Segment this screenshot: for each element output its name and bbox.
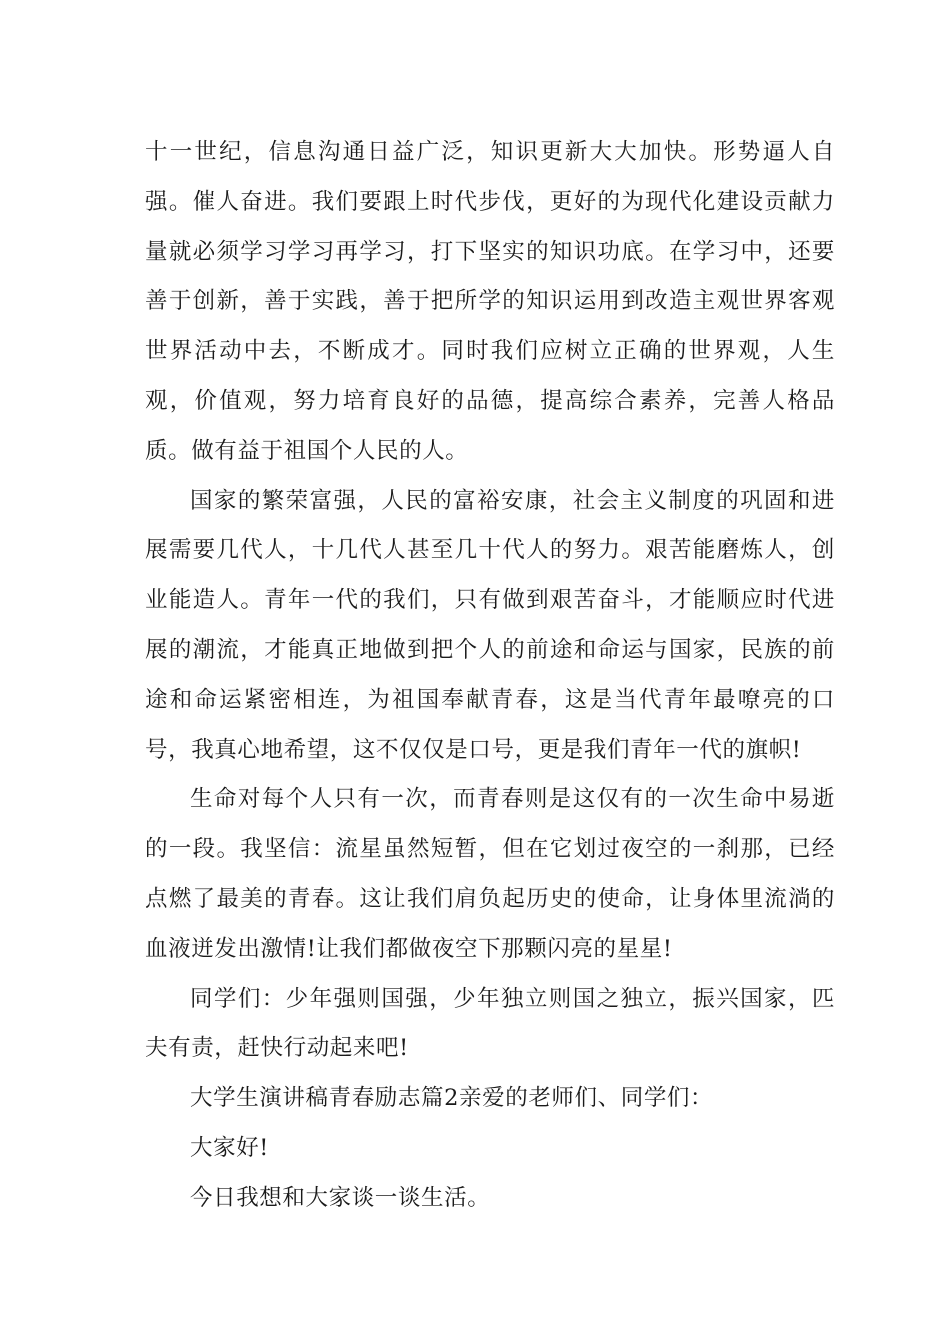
paragraph-5-heading: 大学生演讲稿青春励志篇2亲爱的老师们、同学们： — [190, 1085, 714, 1112]
paragraph-3: 生命对每个人只有一次，而青春则是这仅有的一次生命中易逝的一段。我坚信：流星虽然短暂，但在它划过夜空的一刹那，已经点燃了最美的青春。这让我们肩负起历史的使命，让身体里流淌的血液迸发出激情!让我们都做夜空下那颗闪亮的星星! — [145, 786, 835, 962]
paragraph-4: 同学们：少年强则国强，少年独立则国之独立，振兴国家，匹夫有责，赶快行动起来吧! — [145, 985, 835, 1062]
paragraph-1: 十一世纪，信息沟通日益广泛，知识更新大大加快。形势逼人自强。催人奋进。我们要跟上时代步伐，更好的为现代化建设贡献力量就必须学习学习再学习，打下坚实的知识功底。在学习中，还要善于创新，善于实践，善于把所学的知识运用到改造主观世界客观世界活动中去，不断成才。同时我们应树立正确的世界观，人生观，价值观，努力培育良好的品德，提高综合素养，完善人格品质。做有益于祖国个人民的人。 — [145, 139, 835, 464]
document-body — [145, 128, 835, 1224]
paragraph-7: 今日我想和大家谈一谈生活。 — [190, 1184, 491, 1211]
paragraph-6-greeting: 大家好! — [190, 1134, 269, 1161]
paragraph-2: 国家的繁荣富强，人民的富裕安康，社会主义制度的巩固和进展需要几代人，十几代人甚至几十代人的努力。艰苦能磨炼人，创业能造人。青年一代的我们，只有做到艰苦奋斗，才能顺应时代进展的潮流，才能真正地做到把个人的前途和命运与国家，民族的前途和命运紧密相连，为祖国奉献青春，这是当代青年最嘹亮的口号，我真心地希望，这不仅仅是口号，更是我们青年一代的旗帜! — [145, 487, 835, 763]
